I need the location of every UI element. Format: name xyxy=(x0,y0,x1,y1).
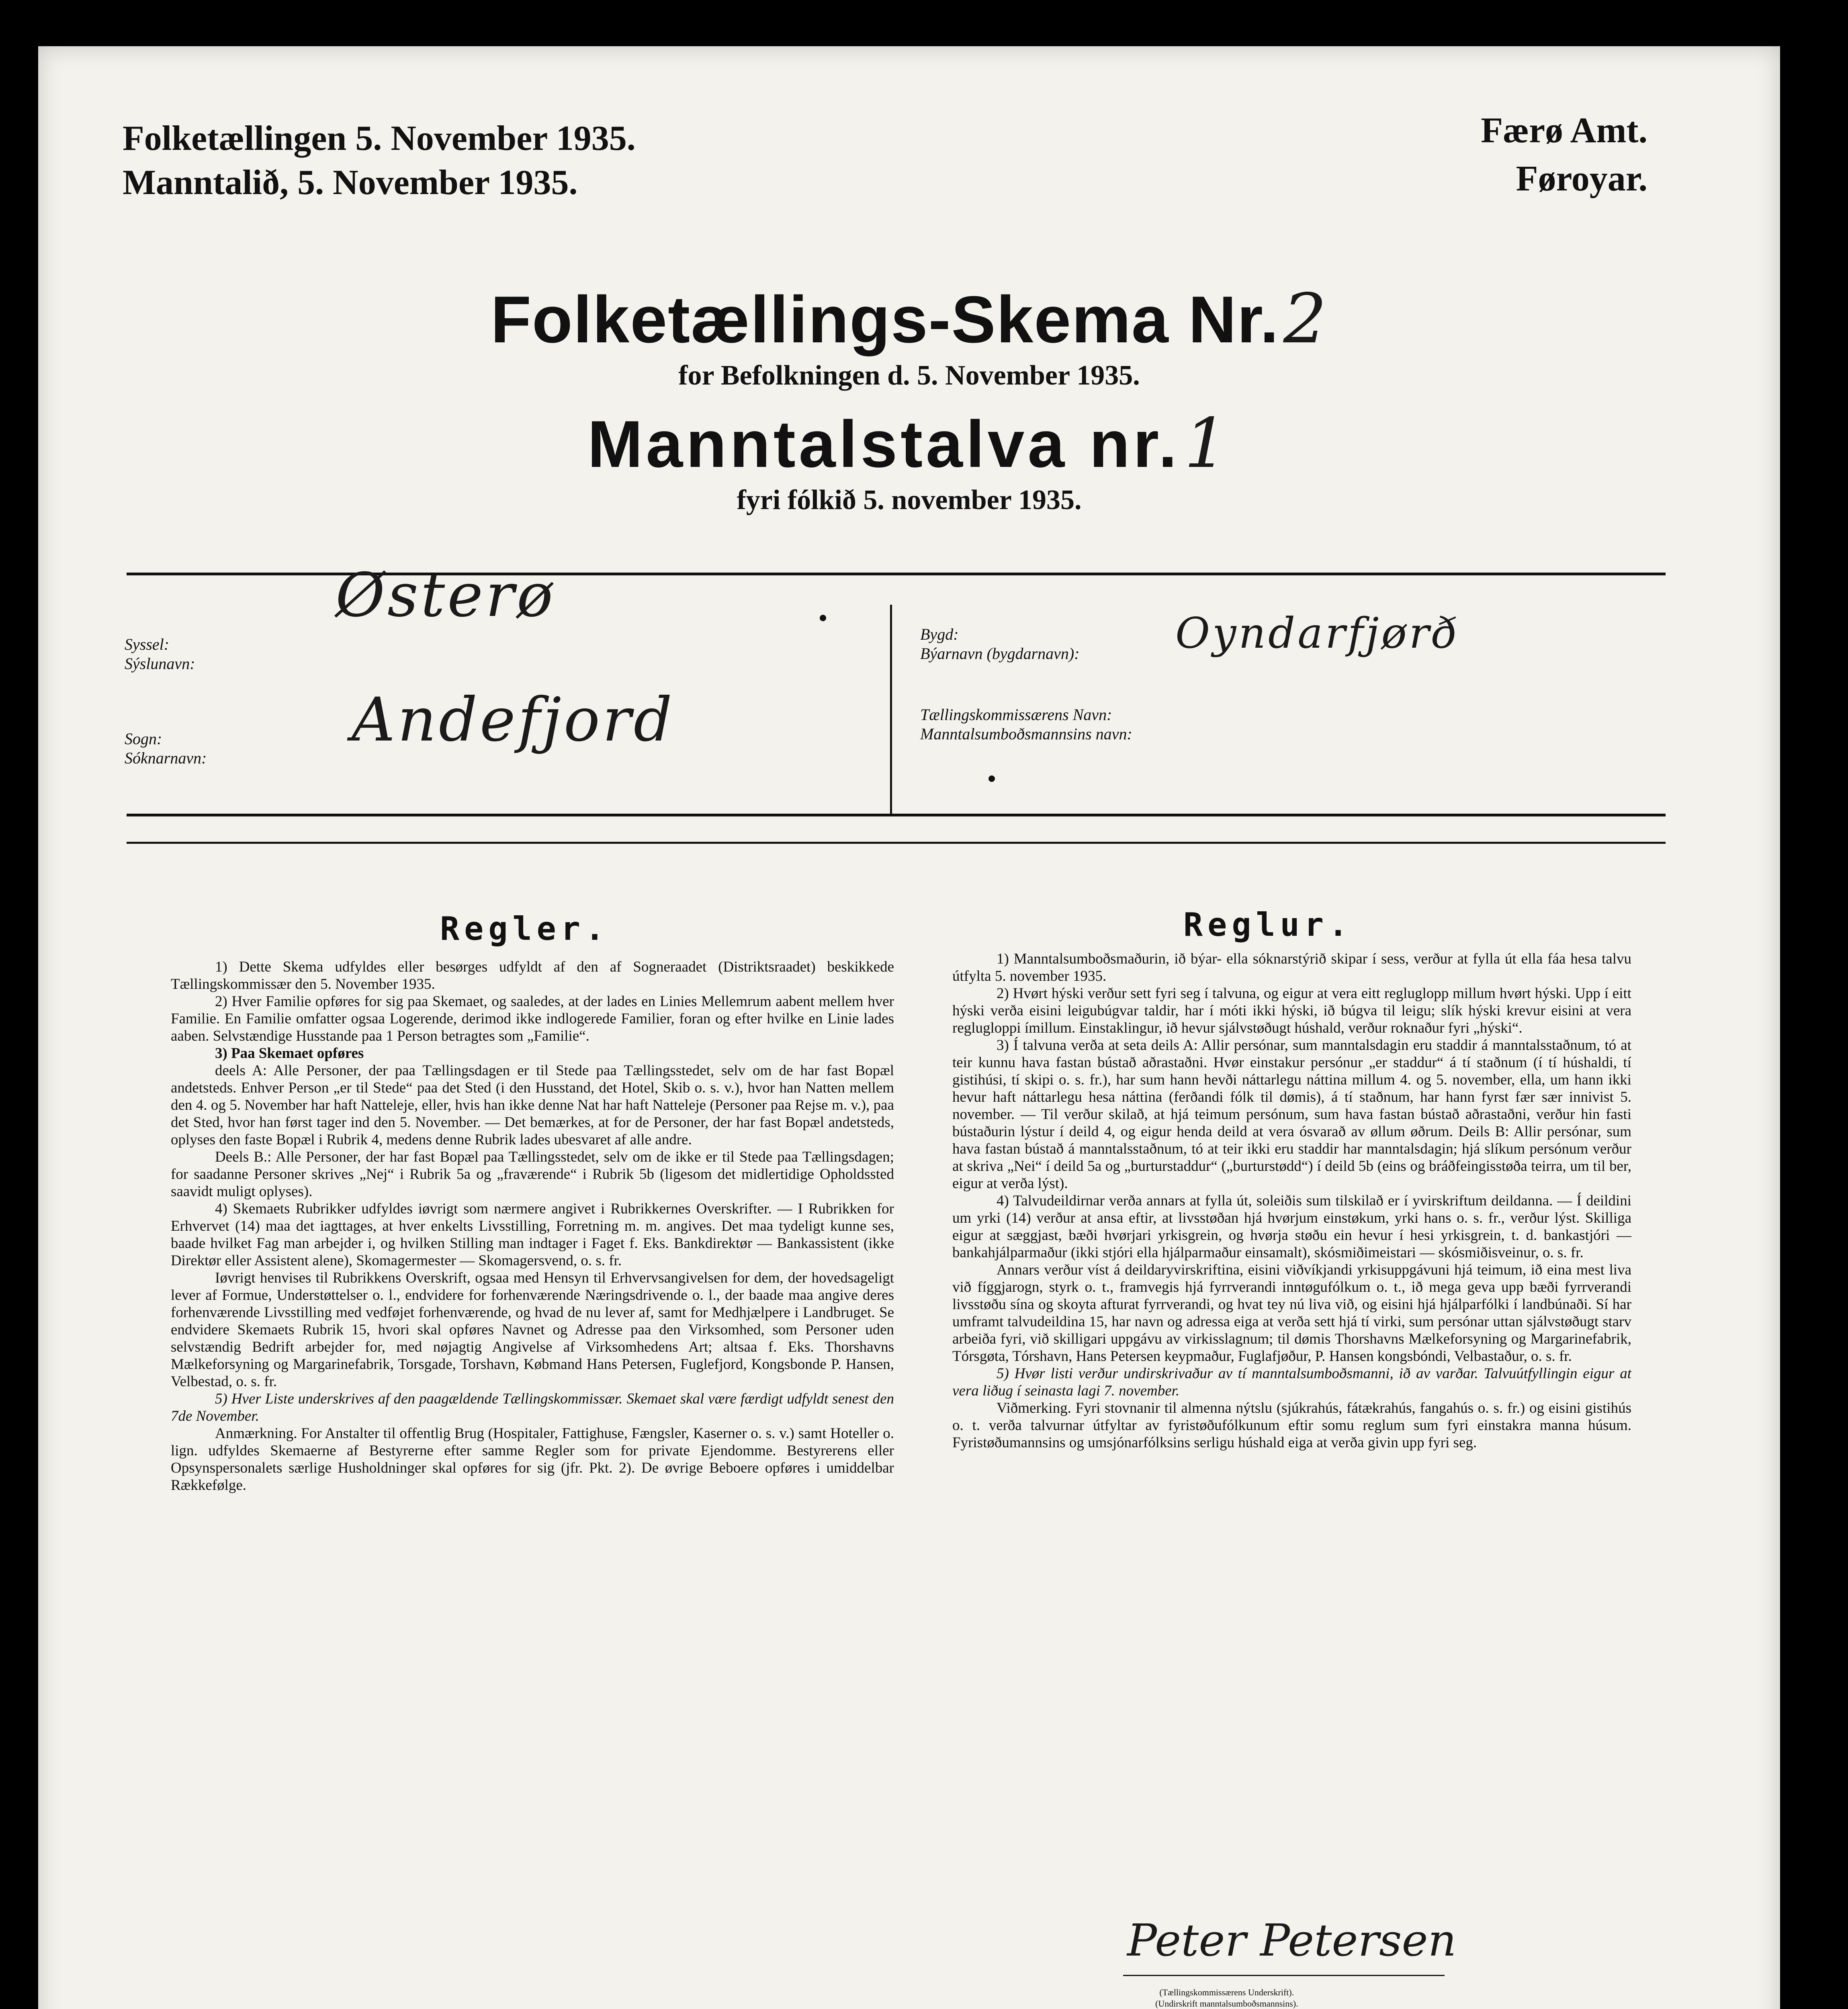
header-right xyxy=(1481,106,1647,203)
syssel-label-da: Syssel: xyxy=(125,635,170,653)
regler-paragraph: Iøvrigt henvises til Rubrikkens Overskrift, ogsaa med Hensyn til Erhvervsangivelsen for dem, der hovedsageligt lever af Formue, Understøttelser o. l., endvidere for forhenværende Næringsdrivende o. l., der baade maa angive deres forhenværende Livsstilling med vedføjet forhenværende, og hvad de nu lever af, samt for Medhjælpere i Landbruget. Se endvidere Skemaets Rubrik 15, hvori skal opføres Navnet og Adresse paa den Virksomhed, som Personer uden selvstændig Bedrift arbejder for, med nøjagtig Angivelse af Virksomhedens Art; altsaa f. Eks. Thorshavns Mælkeforsyning og Margarinefabrik, Torsgade, Torshavn, Købmand Hans Petersen, Fuglefjord, Kongsbonde P. Hansen, Velbestad, o. s. fr. xyxy=(171,1270,894,1390)
form-title-text: Folketællings-Skema Nr. xyxy=(491,282,1279,356)
regler-paragraph: deels A: Alle Personer, der paa Tællingsdagen er til Stede paa Tællingsstedet, selv om de har fast Bopæl andetsteds. Enhver Person „er til Stede“ paa det Sted (i den Husstand, det Hotel, Skib o. s. v.), hvor han Natten mellem den 4. og 5. November har haft Natteleje, eller, hvis han ikke denne Nat har haft Natteleje (Personer paa Rejse m. v.), paa det Sted, hvor han først tager ind den 5. November. — Det bemærkes, at for de Personer, der har fast Bopæl andetsteds, oplyses den faste Bopæl i Rubrik 4, medens denne Rubrik lades ubesvaret af alle andre. xyxy=(171,1062,894,1148)
reglur-paragraph: Annars verður víst á deildaryvirskriftina, eisini viðvíkjandi yrkisuppgávuni hjá teimum, ið eina mest liva við fíggjarogn, styrk o. t., framvegis hjá fyrrverandi inntøgufólkum o. t., ið mega geva upp bæði fyrrverandi livsstøðu sína og skoyta afturat fyrrverandi, og hvat tey nú liva við, og eisini hjá hjálparfólki í landbúnaði. Sí har umframt talvudeildina 15, har navn og adressa eiga at verða sett hjá tí virki, sum persónar uttan sjálvstøðugt starv arbeiða fyri, við skilligari uppgávu av virkisslagnum; til dømis Thorshavns Mælkeforsyning og Margarinefabrik, Tórsgøta, Tórshavn, Hans Petersen keypmaður, Fuglafjøður, P. Hansen kongsbóndi, Velbastaður, o. s. fr. xyxy=(952,1262,1631,1365)
form-number-faroese-handwritten: 1 xyxy=(1184,404,1231,483)
header-right-line2: Føroyar. xyxy=(1516,159,1647,198)
kommissaer-label-da: Tællingskommissærens Navn: xyxy=(920,706,1112,724)
reglur-paragraph: 1) Manntalsumboðsmaðurin, ið býar- ella sóknarstýrið skipar í sess, verður at fylla út ella fáa hesa talvu útfylta 5. november 1935. xyxy=(952,951,1631,984)
regler-title: Regler. xyxy=(440,910,610,947)
sogn-label xyxy=(125,729,207,768)
regler-paragraph: 3) Paa Skemaet opføres xyxy=(215,1045,364,1062)
fields-column-divider xyxy=(890,605,892,814)
reglur-column xyxy=(952,950,1631,1451)
bottom-divider xyxy=(127,814,1666,816)
regler-paragraph: Anmærkning. For Anstalter til offentlig Brug (Hospitaler, Fattighuse, Fængsler, Kaserner o. s. v.) samt Hoteller o. lign. udfyldes Skemaerne af Bestyrerne efter samme Regler som for private Ejendomme. Bestyrerens eller Opsynspersonalets særlige Husholdninger skal opføres for sig (jfr. Pkt. 2). De øvrige Beboere opføres i umiddelbar Rækkefølge. xyxy=(171,1425,894,1493)
sogn-value-handwritten: Andefjord xyxy=(352,685,675,755)
regler-column xyxy=(171,958,894,1494)
syssel-value-handwritten: Østerø xyxy=(336,561,556,630)
bygd-label-fo: Býarnavn (bygdarnavn): xyxy=(920,644,1080,663)
form-subtitle-faroese: fyri fólkið 5. november 1935. xyxy=(737,485,1082,516)
reglur-title: Reglur. xyxy=(1183,906,1353,943)
header-left xyxy=(123,117,636,205)
reglur-paragraph: 4) Talvudeildirnar verða annars at fylla út, soleiðis sum tilskilað er í yvirskriftum deildanna. — Í deildini um yrki (14) verður at ansa eftir, at livsstøðan hjá hvørjum einstøkum, yrki hans o. s. fr., verður lýst. Skilliga eigur at sæggjast, bæði hvørjari yrkisgrein, og hvørja støðu ein hevur í hesi yrkisgrein, t. d. bankastjóri — bankahjálparmaður (ikki stjóri ella hjálparmaður einsamalt), skósmiðimeistari — skósmiðisveinur, o. s. fr. xyxy=(952,1193,1631,1261)
ink-dot xyxy=(820,615,826,621)
signature-caption xyxy=(1155,1987,1298,2009)
kommissaer-label xyxy=(920,705,1132,744)
regler-paragraph: 4) Skemaets Rubrikker udfyldes iøvrigt som nærmere angivet i Rubrikkernes Overskrifter. — I Rubrikken for Erhvervet (14) maa det iagttages, at hver enkelts Livsstilling, Forretning m. m. angives. Det maa tydeligt kunne ses, baade hvilket Fag man arbejder i, og hvilken Stilling man indtager i Faget f. Eks. Bankdirektør — Bankassistent (ikke Direktør eller Assistent alene), Skomagermester — Skomagersvend, o. s. fr. xyxy=(171,1201,894,1269)
regler-paragraph: 1) Dette Skema udfyldes eller besørges udfyldt af den af Sogneraadet (Distriktsraadet) beskikkede Tællingskommissær den 5. November 1935. xyxy=(171,959,894,992)
reglur-paragraph: 2) Hvørt hýski verður sett fyri seg í talvuna, og eigur at vera eitt regluglopp millum hvørt hýski. Upp í eitt hýski verða eisini leigubúgvar taldir, har í móti ikki hýski, ið búgva til leigu; slík hýski krevur eisini at vera reglugloppi ímillum. Einstaklingur, ið hevur sjálvstøðugt húshald, verður roknaður fyri „hýski“. xyxy=(952,985,1631,1036)
signature-caption-fo: (Undirskrift manntalsumboðsmannsins). xyxy=(1155,1999,1298,2009)
form-subtitle: for Befolkningen d. 5. November 1935. xyxy=(678,360,1140,391)
syssel-label-fo: Sýslunavn: xyxy=(125,655,195,673)
header-left-line2: Manntalið, 5. November 1935. xyxy=(123,163,578,202)
header-right-line1: Færø Amt. xyxy=(1481,110,1647,150)
form-title-faroese xyxy=(38,404,1780,483)
signature-caption-da: (Tællingskommissærens Underskrift). xyxy=(1159,1987,1294,1997)
reglur-paragraph: 5) Hvør listi verður undirskrivaður av tí manntalsumboðsmanni, ið av varðar. Talvuútfyllingin eigur at vera liðug í seinasta lagi 7. november. xyxy=(952,1365,1631,1399)
sogn-label-fo: Sóknarnavn: xyxy=(125,749,207,767)
regler-paragraph: Deels B.: Alle Personer, der har fast Bopæl paa Tællingsstedet, selv om de ikke er til Stede paa Tællingsdagen; for saadanne Personer skrives „Nej“ i Rubrik 5a og „fraværende“ i Rubrik 5b (ligesom det midlertidige Opholdssted saavidt muligt oplyses). xyxy=(171,1149,894,1200)
signature-handwritten: Peter Petersen xyxy=(1127,1915,1457,1966)
form-number-handwritten: 2 xyxy=(1283,279,1328,359)
sogn-label-da: Sogn: xyxy=(125,730,162,748)
reglur-paragraph: 3) Í talvuna verða at seta deils A: Allir persónar, sum manntalsdagin eru staddir á manntalsstaðnum, tó at teir kunnu hava fastan bústað aðrastaðni. Hvør einstakur persónur „er staddur“ á tí staðnum (í tí húshaldi, tí gistihúsi, tí skipi o. s. fr.), har sum hann hevði náttarlegu náttina millum 4. og 5. november, ella, um hann ikki hevur haft náttarlegu hesa náttina (ferðandi fólk til dømis), á tí staðnum, har hann fyrst fær sær innivist 5. november. — Til verður skilað, at hjá teimum persónum, sum hava fastan bústað aðrastaðni, verður hin fasti bústaðurin lýstur í deild 4, og eigur henda deild at vera ósvarað av øllum øðrum. Deils B: Allir persónar, sum hava fastan bústað á manntalsstaðnum, tó at teir ikki eru staddir har manntalsdagin; hjá slíkum persónum verður at skriva „Nei“ í deild 5a og „burturstaddur“ („burturstødd“) í deild 5b (eins og bráðfeingisstøða teirra, um til ber, eigur at verða lýst). xyxy=(952,1037,1631,1192)
regler-paragraph: 5) Hver Liste underskrives af den paagældende Tællingskommissær. Skemaet skal være færdigt udfyldt senest den 7de November. xyxy=(171,1391,894,1424)
signature-line xyxy=(1123,1975,1445,1976)
bygd-label-da: Bygd: xyxy=(920,625,959,643)
reglur-paragraph: Viðmerking. Fyri stovnanir til almenna nýtslu (sjúkrahús, fátækrahús, fangahús o. s. fr.) og eisini gistihús o. t. verða talvurnar útfyltar av fyristøðufólkunum eftir somu reglum sum fyri einstakra manna húsum. Fyristøðumannsins og umsjónarfólksins serligu húshald eiga at verða givin upp fyri seg. xyxy=(952,1400,1631,1451)
header-left-line1: Folketællingen 5. November 1935. xyxy=(123,119,636,158)
form-title xyxy=(38,279,1780,359)
syssel-label xyxy=(125,635,195,673)
form-title-faroese-text: Manntalstalva nr. xyxy=(587,407,1180,481)
kommissaer-label-fo: Manntalsumboðsmannsins navn: xyxy=(920,725,1132,743)
regler-paragraph: 2) Hver Familie opføres for sig paa Skemaet, og saaledes, at der lades en Linies Mellemrum aabent mellem hver Familie. En Familie omfatter ogsaa Logerende, derimod ikke indlogerede Familier, foran og efter hvilke en Linie lades aaben. Selvstændige Husstande paa 1 Person betragtes som „Familie“. xyxy=(171,993,894,1044)
ink-dot xyxy=(988,775,995,782)
census-form-sheet xyxy=(38,46,1780,2009)
bygd-value-handwritten: Oyndarfjørð xyxy=(1175,609,1460,658)
bygd-label xyxy=(920,625,1080,663)
rules-divider xyxy=(127,842,1666,844)
